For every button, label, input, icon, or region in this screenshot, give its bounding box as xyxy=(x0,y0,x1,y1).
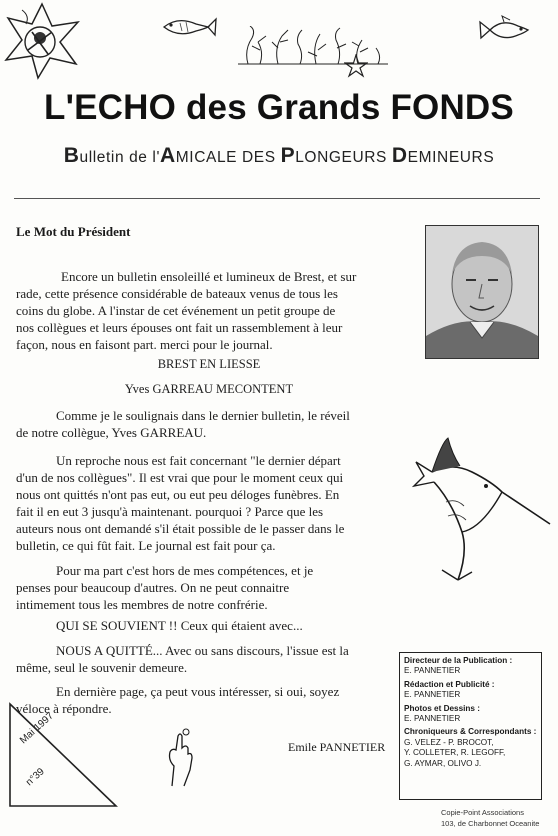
paragraph-intro: Encore un bulletin ensoleillé et lumineux de Brest, et sur rade, cette présence considérable de bateaux venus de tous les coins du globe. A l'instar de cet événement un petit groupe de nos collègues et leurs épouses ont fait un rassemblement à leur façon, nous en faisont part. merci pour le journal. xyxy=(16,269,357,352)
fish-icon xyxy=(160,14,218,40)
paragraph-quitte: NOUS A QUITTÉ... Avec ou sans discours, l'issue est la même, seul le souvenir demeure. xyxy=(16,643,349,675)
starfish-icon xyxy=(344,54,368,78)
paragraph-garreau: Comme je le soulignais dans le dernier bulletin, le réveil de notre collègue, Yves GARREAU. xyxy=(16,408,350,440)
subheading-garreau: Yves GARREAU MECONTENT xyxy=(124,382,294,396)
swordfish-icon xyxy=(412,432,552,582)
paragraph-reproche: Un reproche nous est fait concernant "le dernier départ d'un de nos collègues". Il est vrai que pour le moment ceux qui nous ont quittés n'ont pas eut, ou eut peu déloges funèbres. En fait il en eut 3 jusqu'à maintenant. pourquoi ? Parce que les auteurs nous ont demandé s'il était possible de le passer dans le bulletin, ce qui fût fait. Le journal est fait pour ça. xyxy=(16,453,345,553)
paragraph-competences: Pour ma part c'est hors de mes compétences, et je penses pour beaucoup d'autres. On ne peut connaitre intimement tous les membres de notre confrérie. xyxy=(16,563,314,612)
publication-credits: Directeur de la Publication : E. PANNETIER Rédaction et Publicité : E. PANNETIER Photos et Dessins : E. PANNETIER Chroniqueurs & Correspondants : G. VELEZ - P. BROCOT, Y. COLLETER, R. LEGOFF, G. AYMAR, OLIVO J. xyxy=(399,652,542,800)
fish-icon xyxy=(476,14,532,46)
diver-logo-icon xyxy=(2,2,82,80)
president-photo xyxy=(425,225,539,359)
subheading-brest: BREST EN LIESSE xyxy=(157,357,261,371)
article-heading: Le Mot du Président xyxy=(16,224,131,239)
paragraph-derniere-page: En dernière page, ça peut vous intéresser, si oui, soyez véloce à répondre. xyxy=(16,684,340,716)
printer-credit: Copie-Point Associations xyxy=(441,808,524,817)
signature-name: Emile PANNETIER xyxy=(288,740,386,754)
paragraph-souvient: QUI SE SOUVIENT !! Ceux qui étaient avec... xyxy=(56,618,303,633)
issue-stamp xyxy=(4,696,122,814)
page-subtitle: Bulletin de l'AMICALE DES PLONGEURS DEMINEURS xyxy=(63,144,495,167)
hand-icon xyxy=(162,726,196,788)
issue-number: n°39 xyxy=(24,766,47,789)
printer-address: 103, de Charbonnet Oceanite xyxy=(441,819,540,828)
issue-date: Mai 1997 xyxy=(18,710,56,747)
page-title: L'ECHO des Grands FONDS xyxy=(44,88,514,127)
header-divider xyxy=(14,198,540,199)
